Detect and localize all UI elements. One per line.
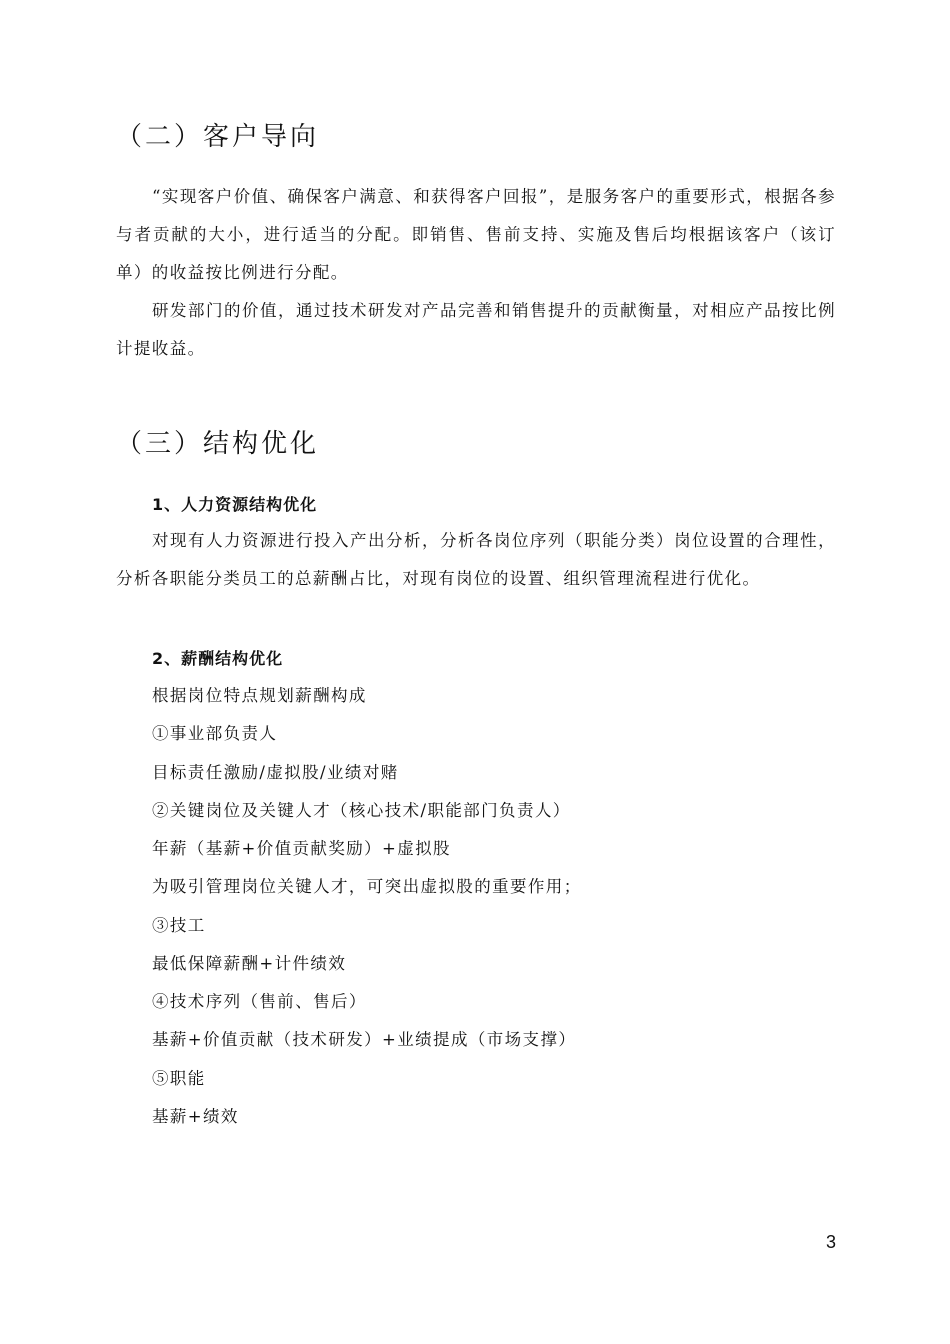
page-number: 3 xyxy=(826,1232,837,1252)
salary-line: ②关键岗位及关键人才（核心技术/职能部门负责人） xyxy=(152,801,571,820)
salary-line: ①事业部负责人 xyxy=(152,724,278,743)
salary-line: 基薪+绩效 xyxy=(152,1107,239,1126)
subheading-salary-structure: 2、薪酬结构优化 xyxy=(152,649,284,668)
paragraph-customer-value: “实现客户价值、确保客户满意、和获得客户回报”，是服务客户的重要形式，根据各参与者贡献的大小，进行适当的分配。即销售、售前支持、实施及售后均根据该客户（该订单）的收益按比例进行分配。 xyxy=(116,187,836,282)
salary-line: 根据岗位特点规划薪酬构成 xyxy=(152,686,367,705)
salary-line: 最低保障薪酬+计件绩效 xyxy=(152,954,347,973)
salary-line: 基薪+价值贡献（技术研发）+业绩提成（市场支撑） xyxy=(152,1030,577,1049)
salary-line: ⑤职能 xyxy=(152,1069,206,1088)
paragraph-hr-structure: 对现有人力资源进行投入产出分析，分析各岗位序列（职能分类）岗位设置的合理性，分析各职能分类员工的总薪酬占比，对现有岗位的设置、组织管理流程进行优化。 xyxy=(116,531,836,588)
section-heading-customer-orientation: （二）客户导向 xyxy=(116,122,320,152)
subheading-hr-structure: 1、人力资源结构优化 xyxy=(152,495,318,514)
salary-line: 为吸引管理岗位关键人才，可突出虚拟股的重要作用； xyxy=(152,877,582,896)
salary-line: ③技工 xyxy=(152,916,206,935)
paragraph-rnd-value: 研发部门的价值，通过技术研发对产品完善和销售提升的贡献衡量，对相应产品按比例计提收益。 xyxy=(116,301,836,358)
salary-line: 目标责任激励/虚拟股/业绩对赌 xyxy=(152,763,399,782)
salary-line: ④技术序列（售前、售后） xyxy=(152,992,367,1011)
salary-line: 年薪（基薪+价值贡献奖励）+虚拟股 xyxy=(152,839,451,858)
section-heading-structure-optimization: （三）结构优化 xyxy=(116,429,320,459)
